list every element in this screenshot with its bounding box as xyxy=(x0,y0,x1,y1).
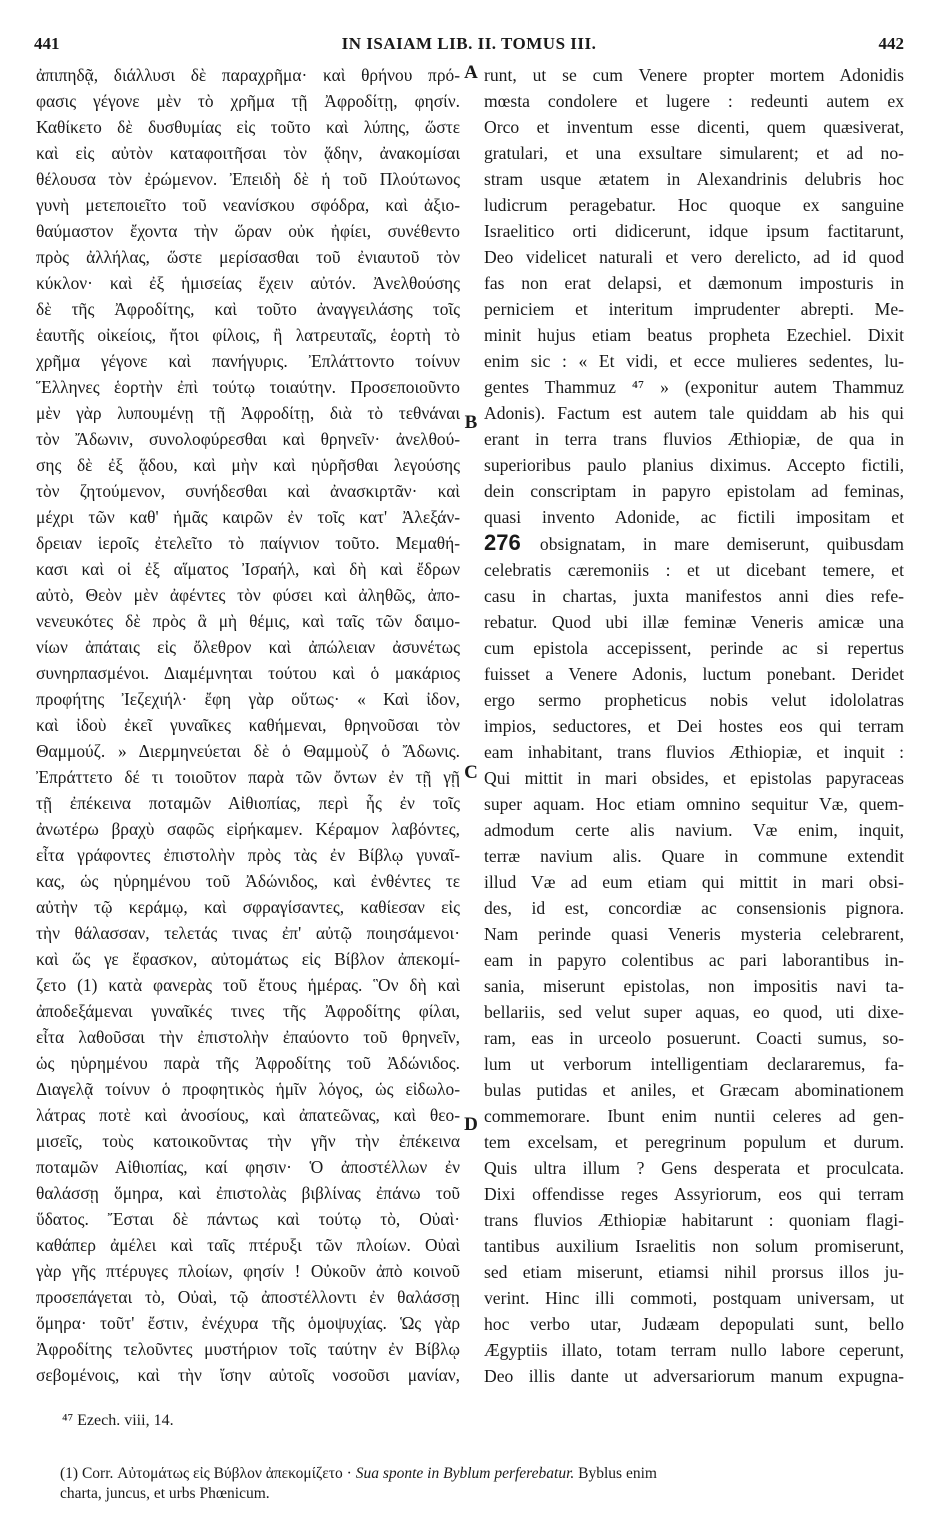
latin-line: sania, miserunt epistolas, non impositis navi ta- xyxy=(484,976,904,996)
greek-line: πρὸς ἀλλήλας, ὥστε μερίσασθαι τοῦ ἐνιαυτοῦ τὸν xyxy=(36,247,460,267)
greek-line: συνηρπασμένοι. Διαμέμνηται τούτου καὶ ὁ μακάριος xyxy=(36,663,460,683)
margin-marker-d: D xyxy=(464,1114,478,1135)
greek-line: καὶ ἰδοὺ ἐκεῖ γυναῖκες καθήμεναι, θρηνοῦσαι τὸν xyxy=(36,715,460,735)
greek-line: καὶ εἰς αὐτὸν καταφοιτῆσαι τὸν ᾅδην, ἀνακομίσαι xyxy=(36,143,460,163)
latin-line: mœsta condolere et lugere : redeunti autem ex xyxy=(484,91,904,111)
greek-line: προσεπάγεται τὸ, Οὐαὶ, τῷ ἀποστέλλοντι ἐν θαλάσσῃ xyxy=(36,1287,460,1307)
latin-line: Ægyptiis illato, totam terram nullo labore ceperunt, xyxy=(484,1340,904,1360)
greek-text-column xyxy=(36,62,460,1392)
footnote-tail: Byblus enim xyxy=(578,1465,657,1482)
margin-marker-c: C xyxy=(464,762,478,783)
latin-line xyxy=(484,1389,904,1392)
latin-line: bellariis, sed velut super aquas, eo quod, uti dixe- xyxy=(484,1002,904,1022)
latin-text-column xyxy=(484,62,904,1392)
latin-line: trans fluvios Æthiopiæ habitarunt : quoniam flagi- xyxy=(484,1210,904,1230)
latin-line: gratulari, et una exsultare simularent; et ad no- xyxy=(484,143,904,163)
greek-line: κας, ὡς ηὑρημένου τοῦ Ἀδώνιδος, καὶ ἐνθέντες τε xyxy=(36,871,460,891)
greek-line: Καθίκετο δὲ δυσθυμίας εἰς τοῦτο καὶ λύπης, ὥστε xyxy=(36,117,460,137)
greek-line: Θαμμούζ. » Διερμηνεύεται δὲ ὁ Θαμμοὺζ ὁ Ἄδωνις. xyxy=(36,741,460,761)
latin-line: super aquam. Hoc etiam omnino sequitur Væ, quem- xyxy=(484,794,904,814)
margin-marker-b: B xyxy=(464,412,478,433)
greek-line: κασι καὶ οἱ ἐξ αἵματος Ἰσραήλ, καὶ δὴ καὶ ἔδρων xyxy=(36,559,460,579)
latin-line: stram usque ætatem in Alexandrinis delubris hoc xyxy=(484,169,904,189)
latin-line: Orco et inventum esse dicenti, quem quæsiverat, xyxy=(484,117,904,137)
scripture-footnote: ⁴⁷ Ezech. viii, 14. xyxy=(62,1412,174,1429)
latin-line: enim sic : « Et vidi, et ecce mulieres sedentes, lu- xyxy=(484,351,904,371)
greek-line: ὅμηρα· τοῦτ' ἔστιν, ἐνέχυρα τῆς ὁμοψυχίας. Ὡς γὰρ xyxy=(36,1313,460,1333)
latin-line: admodum certe alis navium. Væ enim, inquit, xyxy=(484,820,904,840)
greek-line: φασις γέγονε μὲν τὸ χρῆμα τῇ Ἀφροδίτῃ, φησίν. xyxy=(36,91,460,111)
latin-line: Adonis). Factum est autem tale quiddam ab his qui xyxy=(484,403,904,423)
margin-marker-a: A xyxy=(464,62,478,83)
greek-line: προφήτης Ἰεζεχιήλ· ἔφη γὰρ οὕτως· « Καὶ ἰδον, xyxy=(36,689,460,709)
latin-line: Deo videlicet naturali et vero derelicto, ad id quod xyxy=(484,247,904,267)
page-header xyxy=(34,34,904,62)
greek-line: τὴν θάλασσαν, τελετάς τινας ἐπ' αὐτῷ ποιησάμενοι· xyxy=(36,923,460,943)
latin-line: verint. Hinc illi commoti, postquam universam, ut xyxy=(484,1288,904,1308)
latin-line: Qui mittit in mari obsides, et epistolas papyraceas xyxy=(484,768,904,788)
greek-line: σεβομένοις, καὶ τὴν ἴσην αὐτοῖς νοσοῦσι μανίαν, xyxy=(36,1365,460,1385)
latin-line: eam inhabitant, trans fluvios Æthiopiæ, et inquit : xyxy=(484,742,904,762)
greek-line: μέχρι τῶν καθ' ἡμᾶς καιρῶν ἐν τοῖς κατ' Ἀλεξάν- xyxy=(36,507,460,527)
latin-line: hoc verbo utar, Judæam depopulati sunt, bello xyxy=(484,1314,904,1334)
greek-line: τὸν Ἄδωνιν, συνολοφύρεσθαι καὶ θρηνεῖν· ἀνελθού- xyxy=(36,429,460,449)
latin-line: impios, seductores, et Dei hostes eos qui terram xyxy=(484,716,904,736)
latin-line: celebratis cæremoniis : et ut dicebant temere, et xyxy=(484,560,904,580)
latin-line: tantibus auxilium Israelitis non solum promiserunt, xyxy=(484,1236,904,1256)
latin-line: illud Væ ad eum etiam qui mittit in mari obsi- xyxy=(484,872,904,892)
latin-line: lum ut verborum intelligentiam declararemus, fa- xyxy=(484,1054,904,1074)
latin-line: casu in chartas, juxta manifestos anni dies refe- xyxy=(484,586,904,606)
greek-line: αὐτὸ, Θεὸν μὲν ἀφέντες τὸν φύσει καὶ ἀληθῶς, ἀπο- xyxy=(36,585,460,605)
latin-line: ram, eas in urceolo posuerunt. Coacti sumus, so- xyxy=(484,1028,904,1048)
page-number-right: 442 xyxy=(878,34,904,53)
greek-line: λάτρας ποτὲ καὶ ἀνοσίους, καὶ ἀπατεῶνας, καὶ θεο- xyxy=(36,1105,460,1125)
latin-line: Quis ultra illum ? Gens desperata et proculcata. xyxy=(484,1158,904,1178)
greek-line: ὕδατος. Ἔσται δὲ πάντως καὶ τούτῳ τὸ, Οὐαὶ· xyxy=(36,1209,460,1229)
running-title: IN ISAIAM LIB. II. TOMUS III. xyxy=(341,34,597,53)
greek-line: ἀποδεξάμεναι γυναῖκές τινες τῆς Ἀφροδίτης φίλαι, xyxy=(36,1001,460,1021)
latin-line: commemorare. Ibunt enim nuntii celeres ad gen- xyxy=(484,1106,904,1126)
latin-line: runt, ut se cum Venere propter mortem Adonidis xyxy=(484,65,904,85)
greek-line: ἀνωτέρω βραχὺ σαφῶς εἰρήκαμεν. Κέραμον λαβόντες, xyxy=(36,819,460,839)
latin-line: terræ navium alis. Quare in commune extendit xyxy=(484,846,904,866)
footnote-line-2: charta, juncus, et urbs Phœnicum. xyxy=(60,1485,270,1502)
latin-line: Nam perinde quasi Veneris mysteria celebrarent, xyxy=(484,924,904,944)
greek-line: μισεῖς, τοὺς κατοικοῦντας τὴν γῆν τὴν ἐπέκεινα xyxy=(36,1131,460,1151)
page-number-left: 441 xyxy=(34,34,60,53)
greek-line: γυνὴ μετεποιεῖτο τοῦ νεανίσκου σφόδρα, καὶ ἀξιο- xyxy=(36,195,460,215)
greek-line: Ἀφροδίτης τελοῦντες μυστήριον τοῖς ταύτην ἐν Βίβλῳ xyxy=(36,1339,460,1359)
latin-line: minit hujus etiam beatus propheta Ezechiel. Dixit xyxy=(484,325,904,345)
greek-line: ἀπιπηδᾷ, διάλλυσι δὲ παραχρῆμα· καὶ θρήνου πρό- xyxy=(36,65,460,85)
greek-line: Διαγελᾷ τοίνυν ὁ προφητικὸς ἡμῖν λόγος, ὡς εἰδωλο- xyxy=(36,1079,460,1099)
greek-line: ζετο (1) κατὰ φανερὰς τοῦ ἔτους ἡμέρας. Ὃν δὴ καὶ xyxy=(36,975,460,995)
latin-line: perniciem et interitum imprudenter abrepti. Me- xyxy=(484,299,904,319)
footnote-latin-italic: Sua sponte in Byblum perferebatur. xyxy=(355,1465,575,1482)
latin-line: quasi invento Adonide, ac fictili impositam et xyxy=(484,507,904,527)
greek-line: θέλουσα τὸν ἐρώμενον. Ἐπειδὴ δὲ ἡ τοῦ Πλούτωνος xyxy=(36,169,460,189)
latin-line: dein conscriptam in papyro epistolam ad feminas, xyxy=(484,481,904,501)
latin-line: fas non erat delapsi, et dæmonum imposturis in xyxy=(484,273,904,293)
latin-line: cum epistola accepissent, perinde ac si repertus xyxy=(484,638,904,658)
greek-line: Ἕλληνες ἑορτὴν ἐπὶ τούτῳ τοιαύτην. Προσεποιοῦντο xyxy=(36,377,460,397)
greek-line: σης δὲ ἐξ ᾅδου, καὶ μὴν καὶ ηὑρῆσθαι λεγούσης xyxy=(36,455,460,475)
greek-line: τῇ ἐπέκεινα ποταμῶν Αἰθιοπίας, περὶ ἧς ἐν τοῖς xyxy=(36,793,460,813)
latin-line: gentes Thammuz ⁴⁷ » (exponitur autem Thammuz xyxy=(484,377,904,397)
greek-line: ἑαυτῆς οἰκείοις, ἤτοι φίλοις, ἢ λατρευταῖς, ἑορτὴ τὸ xyxy=(36,325,460,345)
greek-line: κύκλον· καὶ ἐξ ἡμισείας ἔχειν αὐτόν. Ἀνελθούσης xyxy=(36,273,460,293)
latin-line: fuisset a Venere Adonis, luctum ponebant. Deridet xyxy=(484,664,904,684)
greek-line: ὡς ηὑρημένου παρὰ τῆς Ἀφροδίτης τοῦ Ἀδώνιδος. xyxy=(36,1053,460,1073)
latin-line: sed etiam miserunt, etiamsi nihil prorsus illos ju- xyxy=(484,1262,904,1282)
greek-line: Ἐπράττετο δέ τι τοιοῦτον παρὰ τῶν ὄντων ἐν τῇ γῇ xyxy=(36,767,460,787)
critical-footnote xyxy=(60,1464,906,1504)
greek-line: εἶτα γράφοντες ἐπιστολὴν πρὸς τὰς ἐν Βίβλῳ γυναῖ- xyxy=(36,845,460,865)
latin-line: des, id est, concordiæ ac consensionis pignora. xyxy=(484,898,904,918)
greek-line: τὸν ζητούμενον, συνήδεσθαι καὶ ἀνασκιρτᾶν· καὶ xyxy=(36,481,460,501)
greek-line: καθάπερ ἀμέλει καὶ ταῖς πτέρυξι τῶν πλοίων. Οὐαὶ xyxy=(36,1235,460,1255)
latin-line: Israelitico orti didicerunt, idque ipsum factitarunt, xyxy=(484,221,904,241)
greek-line: νίων ἀπάταις εἰς ὄλεθρον καὶ ἀπώλειαν ἀσυνέτως xyxy=(36,637,460,657)
column-number: 276 xyxy=(484,530,540,555)
greek-line: ποταμῶν Αἰθιοπίας, καί φησιν· Ὁ ἀποστέλλων ἐν xyxy=(36,1157,460,1177)
latin-line: superioribus paulo planius diximus. Accepto fictili, xyxy=(484,455,904,475)
footnote-greek: (1) Corr. Αὐτομάτως εἰς Βύβλον ἀπεκομίζετο · xyxy=(60,1465,352,1482)
greek-line: δὲ τῆς Ἀφροδίτης, καὶ τοῦτο ἀναγγειλάσης τοῖς xyxy=(36,299,460,319)
latin-line: eam in papyro colentibus ac pari laborantibus in- xyxy=(484,950,904,970)
greek-line xyxy=(36,1388,460,1392)
greek-line: εἶτα λαθοῦσαι τὴν ἐπιστολὴν ἐπαύοντο τοῦ θρηνεῖν, xyxy=(36,1027,460,1047)
latin-line: Deo illis dante ut adversariorum manum expugna- xyxy=(484,1366,904,1386)
greek-line: χρῆμα γέγονε καὶ πανήγυρις. Ἐπλάττοντο τοίνυν xyxy=(36,351,460,371)
greek-line: θαλάσσῃ ὅμηρα, καὶ ἐπιστολὰς βιβλίνας ἐπάνω τοῦ xyxy=(36,1183,460,1203)
greek-line: θαύμαστον ἔχοντα τὴν ὥραν οὐκ ἠφίει, συνέθεντο xyxy=(36,221,460,241)
latin-line: erant in terra trans fluvios Æthiopiæ, de qua in xyxy=(484,429,904,449)
greek-line: αὐτὴν τῷ κεράμῳ, καὶ σφραγίσαντες, καθίεσαν εἰς xyxy=(36,897,460,917)
latin-line: ludicrum peragebatur. Hoc quoque ex sanguine xyxy=(484,195,904,215)
latin-line: ergo sermo propheticus nobis velut idololatras xyxy=(484,690,904,710)
greek-line: γὰρ γῆς πτέρυγες πλοίων, φησίν ! Οὐκοῦν ἀπὸ κοινοῦ xyxy=(36,1261,460,1281)
greek-line: δρειαν ἱεροῖς ἐτελεῖτο τὸ παίγνιον τοῦτο. Μεμαθή- xyxy=(36,533,460,553)
latin-line: bulas putidas et aniles, et Græcam abominationem xyxy=(484,1080,904,1100)
latin-line: rebatur. Quod ubi illæ feminæ Veneris amicæ una xyxy=(484,612,904,632)
footnote-line-1 xyxy=(60,1464,906,1484)
latin-line: Dixi offendisse reges Assyriorum, eos qui terram xyxy=(484,1184,904,1204)
latin-line: tem excelsam, et peregrinum populum et durum. xyxy=(484,1132,904,1152)
greek-line: νενευκότες δὲ πρὸς ἃ μὴ θέμις, καὶ ταῖς τῶν δαιμο- xyxy=(36,611,460,631)
greek-line: μὲν γὰρ λυπουμένῃ τῇ Ἀφροδίτῃ, διὰ τὸ τεθνάναι xyxy=(36,403,460,423)
greek-line: καὶ ὥς γε ἔφασκον, αὐτομάτως εἰς Βίβλον ἀπεκομί- xyxy=(36,949,460,969)
latin-line: 276 obsignatam, in mare demiserunt, quibusdam xyxy=(484,530,904,555)
